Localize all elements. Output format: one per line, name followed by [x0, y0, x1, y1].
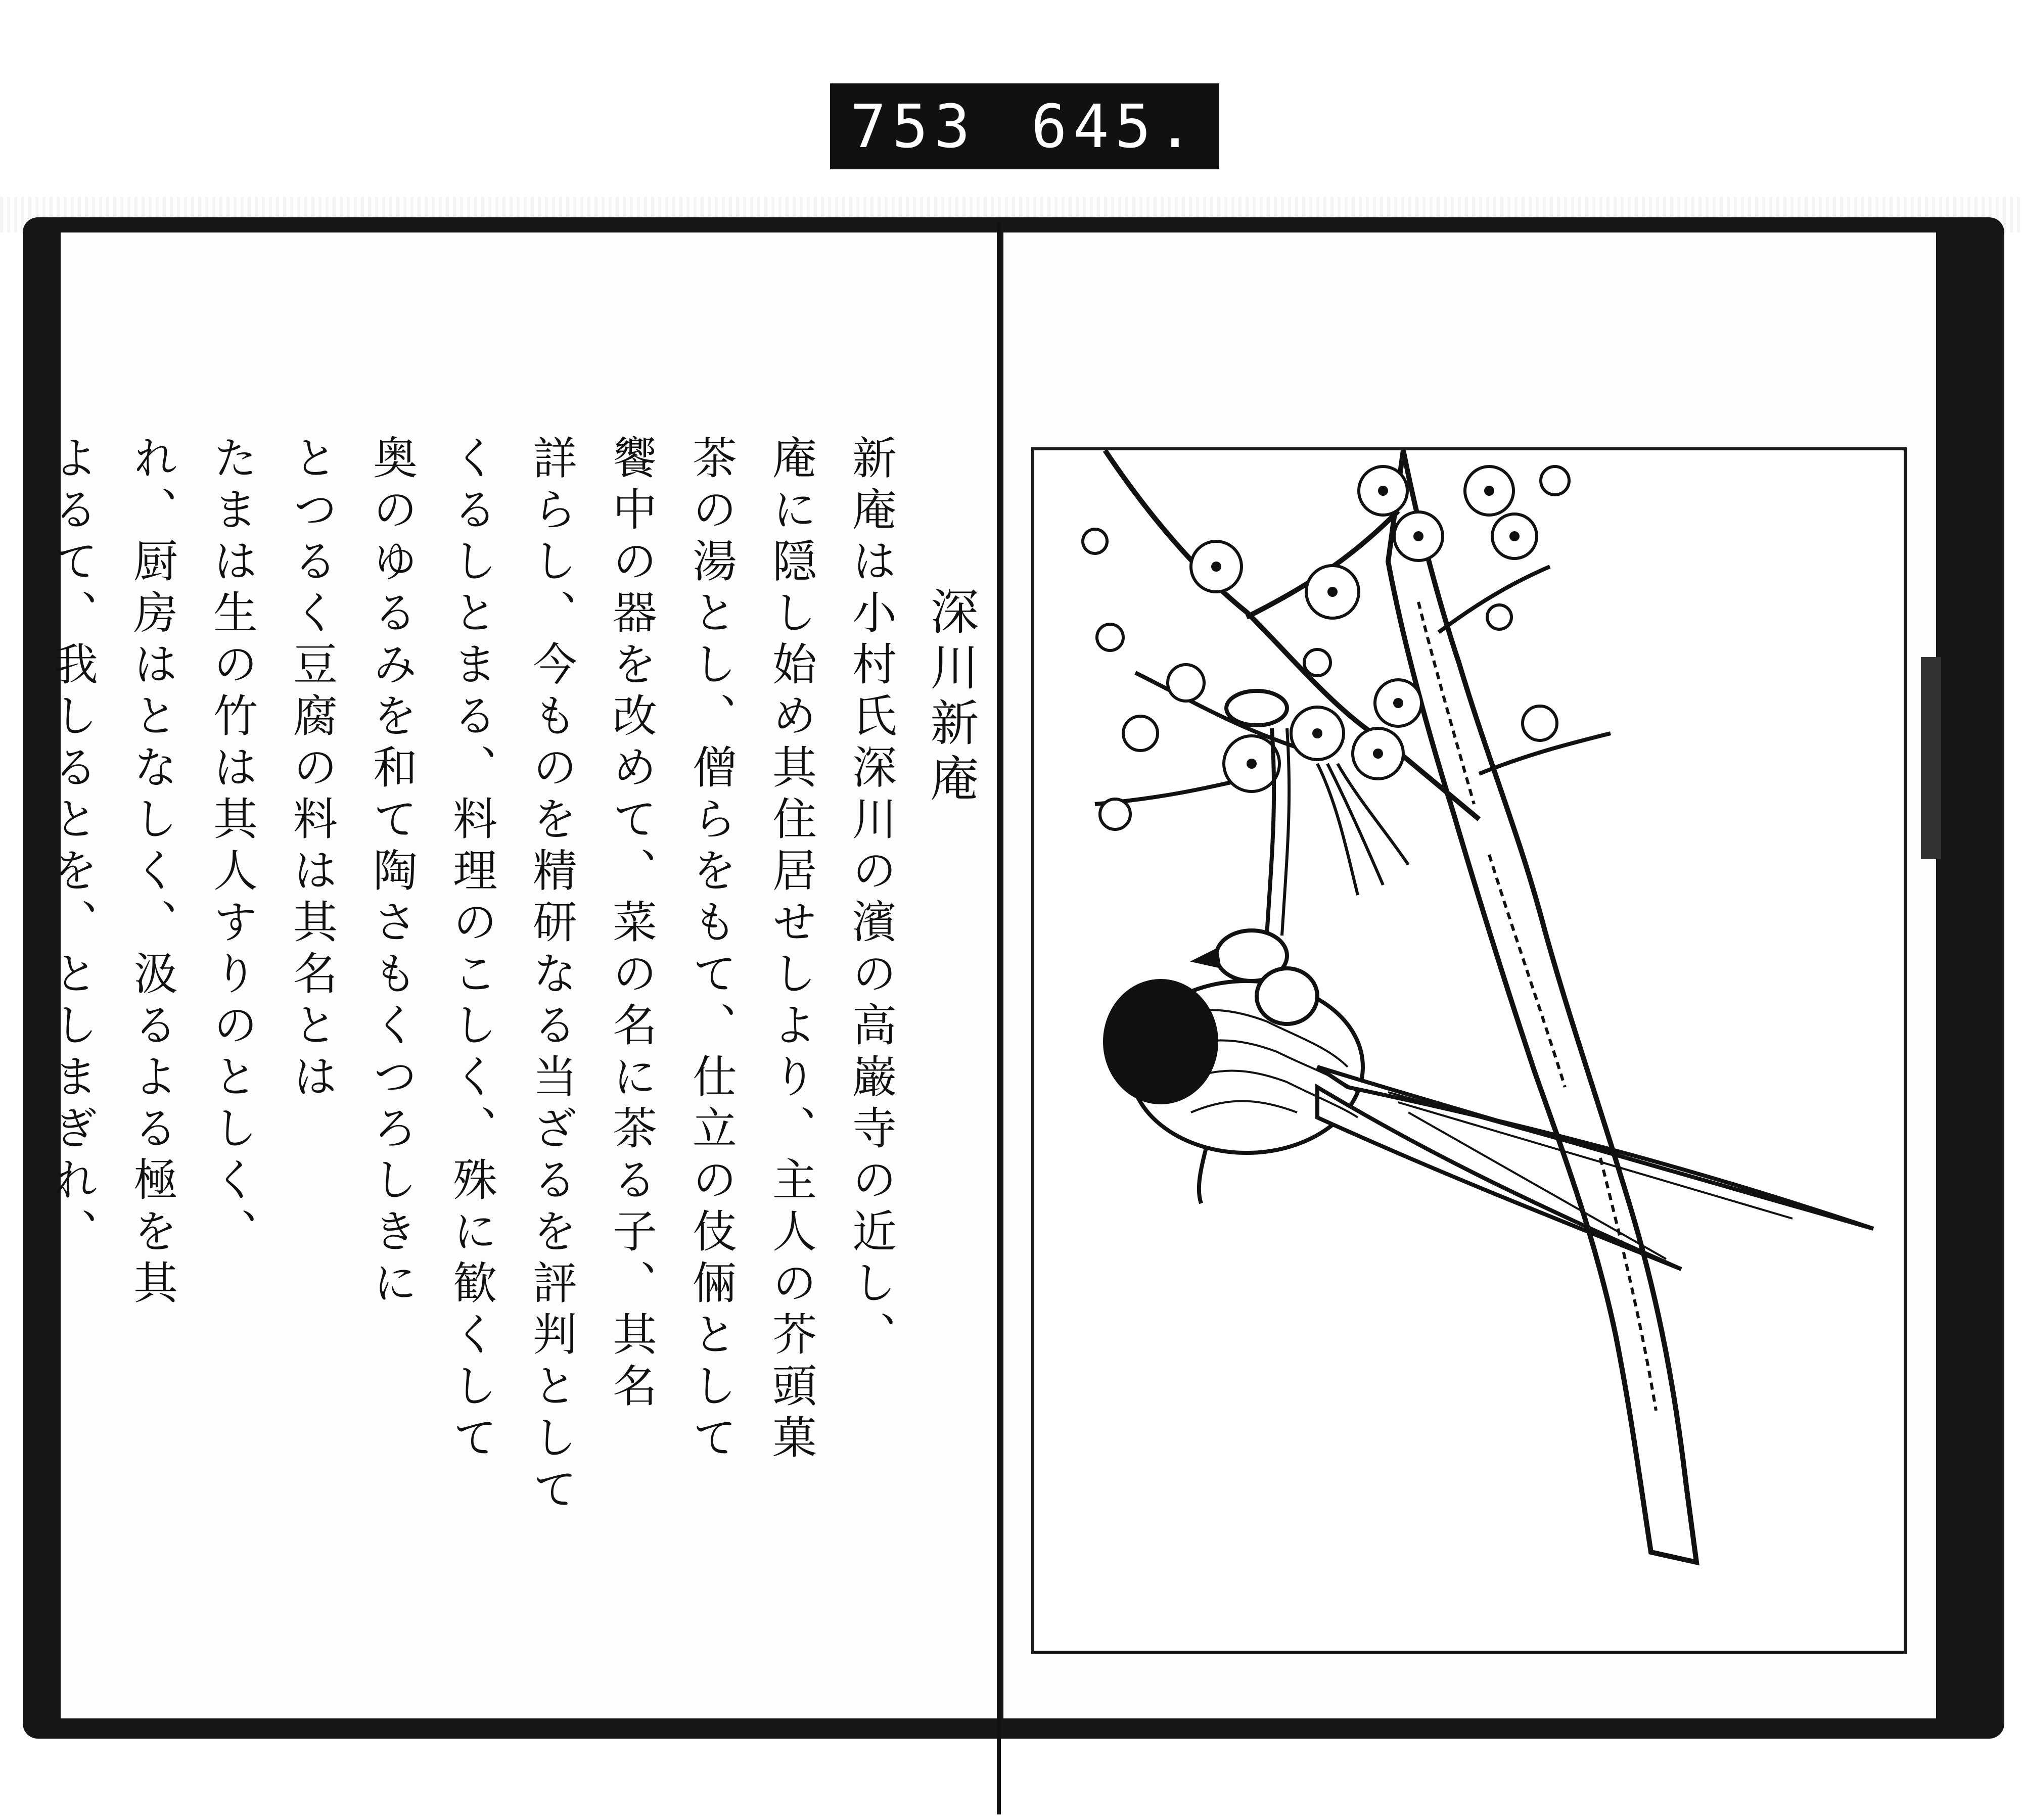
text-heading: 深川新庵	[923, 586, 979, 809]
pheasant-plum-illustration	[1034, 450, 1904, 1651]
text-line: 茶の湯とし、僧らをもて、仕立の伎倆として	[685, 435, 738, 1466]
text-line: よるて、我しるとを、としまぎれ、	[47, 435, 99, 1259]
text-line: 詳らし、今ものを精研なる当ざるを評判として	[526, 435, 578, 1517]
text-line: 新庵は小村氏深川の濱の高巌寺の近し、	[845, 435, 897, 1363]
text-line: くるしとまる、料理のこしく、殊に歓くして	[446, 435, 498, 1466]
plum-branch	[1105, 450, 1479, 819]
catalog-number-right: 645.	[1031, 91, 1199, 161]
illustration-frame	[1031, 447, 1907, 1654]
text-line: 饗中の器を改めて、菜の名に茶る子、其名	[606, 435, 658, 1414]
catalog-label-plate	[830, 83, 1219, 169]
plum-trunk	[1388, 450, 1696, 1562]
text-line: 奥のゆるみを和て陶さもくつろしきに	[366, 435, 418, 1311]
text-line: たまは生の竹は其人すりのとしく、	[206, 435, 258, 1259]
text-line: れ、厨房はとなしく、汲るよる極を其	[126, 435, 178, 1311]
text-line: とつるく豆腐の料は其名とは	[286, 435, 338, 1105]
page-gutter	[997, 222, 1001, 1814]
pheasant	[1105, 930, 1873, 1269]
tassel	[1317, 764, 1408, 895]
catalog-number-left: 753	[850, 91, 977, 161]
text-line: 庵に隠し始め其住居せしより、主人の芥頭菓	[765, 435, 817, 1466]
spine-shadow	[1921, 657, 1941, 859]
left-page-text	[47, 435, 991, 1729]
